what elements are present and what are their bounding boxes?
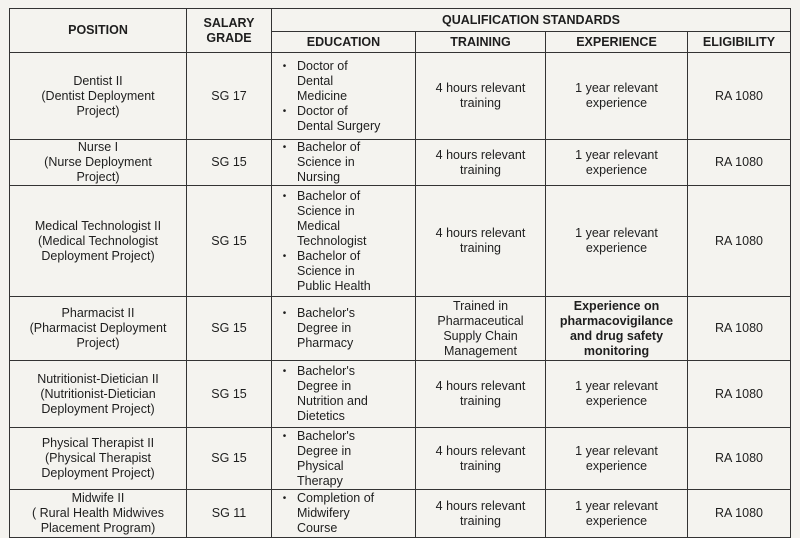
salary-grade-cell: SG 15 xyxy=(187,361,272,428)
education-item-line: Dental xyxy=(297,73,334,88)
education-item-line: Doctor of xyxy=(297,103,348,118)
education-item-line: Doctor of xyxy=(297,58,348,73)
training-cell-line: 4 hours relevant xyxy=(435,147,526,162)
education-item xyxy=(272,140,413,185)
table-row xyxy=(10,490,791,538)
position-cell-line: Placement Program) xyxy=(40,521,156,535)
eligibility-header: ELIGIBILITY xyxy=(688,32,791,53)
education-item-text xyxy=(297,364,413,424)
training-cell-line: 4 hours relevant xyxy=(435,226,526,240)
education-item-text xyxy=(297,249,413,294)
position-cell xyxy=(10,490,187,538)
bullet-icon: • xyxy=(282,493,287,504)
table-body xyxy=(10,53,791,538)
position-cell-line: Pharmacist II xyxy=(61,306,135,320)
position-cell-line: Project) xyxy=(76,103,120,118)
education-cell xyxy=(272,186,416,297)
experience-cell-line: monitoring xyxy=(583,343,650,358)
experience-cell-line: 1 year relevant xyxy=(575,81,658,95)
experience-cell xyxy=(546,361,688,428)
education-item-line: Bachelor of xyxy=(297,188,361,203)
experience-cell-line: pharmacovigilance xyxy=(559,313,674,328)
education-item-line: Science in xyxy=(297,263,355,278)
education-item-text xyxy=(297,429,413,489)
training-cell xyxy=(416,428,546,490)
education-list xyxy=(272,189,413,294)
position-cell-line: Nurse I xyxy=(77,140,119,154)
experience-cell-line: Experience on xyxy=(573,298,660,313)
education-list xyxy=(272,59,413,134)
position-cell-line: Project) xyxy=(76,170,120,184)
position-cell-line: Deployment Project) xyxy=(41,401,155,416)
education-list xyxy=(272,140,413,185)
experience-cell xyxy=(546,53,688,140)
education-item-line: Dental Surgery xyxy=(297,118,381,133)
education-list xyxy=(272,306,413,351)
education-item-line: Medical xyxy=(297,218,341,233)
training-cell-line: Trained in xyxy=(452,298,509,313)
position-cell-line: Physical Therapist II xyxy=(41,436,155,450)
position-cell xyxy=(10,53,187,140)
experience-cell-line: experience xyxy=(585,458,648,473)
education-item xyxy=(272,306,413,351)
experience-cell xyxy=(546,186,688,297)
bullet-icon: • xyxy=(282,308,287,319)
position-cell-line: (Pharmacist Deployment xyxy=(29,321,167,335)
salary-grade-cell: SG 15 xyxy=(187,186,272,297)
position-cell-line: (Dentist Deployment xyxy=(41,88,155,103)
training-cell xyxy=(416,297,546,361)
experience-cell-line: 1 year relevant xyxy=(575,498,658,513)
training-header: TRAINING xyxy=(416,32,546,53)
position-cell-line: Medical Technologist II xyxy=(34,218,162,233)
education-item xyxy=(272,59,413,104)
table-row xyxy=(10,186,791,297)
qualification-standards-table xyxy=(9,8,791,538)
training-cell-line: 4 hours relevant xyxy=(435,379,526,393)
table-row xyxy=(10,297,791,361)
training-cell xyxy=(416,53,546,140)
training-cell xyxy=(416,186,546,297)
experience-cell xyxy=(546,428,688,490)
position-cell xyxy=(10,361,187,428)
education-item-line: Completion of xyxy=(297,491,375,505)
training-cell-line: Management xyxy=(444,343,517,358)
education-item-line: Nursing xyxy=(297,170,341,184)
training-cell-line: training xyxy=(460,96,501,110)
education-item-line: Public Health xyxy=(297,278,371,293)
education-list xyxy=(272,429,413,489)
table-row xyxy=(10,361,791,428)
education-cell xyxy=(272,428,416,490)
position-cell-line: Deployment Project) xyxy=(41,466,155,480)
education-item-text xyxy=(297,189,413,249)
education-item-line: Science in xyxy=(297,203,355,218)
salary-grade-header-line-2: GRADE xyxy=(206,30,252,45)
education-cell xyxy=(272,361,416,428)
position-cell-line: (Physical Therapist xyxy=(44,451,152,465)
education-cell xyxy=(272,297,416,361)
experience-cell-line: experience xyxy=(585,241,648,255)
education-list xyxy=(272,491,413,536)
experience-cell-line: experience xyxy=(585,394,648,408)
education-item-line: Dietetics xyxy=(297,409,345,423)
position-cell-line: Deployment Project) xyxy=(41,248,155,263)
training-cell xyxy=(416,361,546,428)
education-item-line: Bachelor of xyxy=(297,140,361,154)
training-cell-line: 4 hours relevant xyxy=(435,81,526,95)
experience-cell-line: 1 year relevant xyxy=(575,443,658,458)
education-item-line: Midwifery xyxy=(297,506,350,520)
eligibility-cell: RA 1080 xyxy=(688,186,791,297)
eligibility-cell: RA 1080 xyxy=(688,490,791,538)
education-item-line: Pharmacy xyxy=(297,336,354,350)
experience-header: EXPERIENCE xyxy=(546,32,688,53)
position-cell-line: Nutritionist-Dietician II xyxy=(37,371,159,386)
bullet-icon: • xyxy=(282,60,287,72)
bullet-icon: • xyxy=(282,142,287,153)
training-cell xyxy=(416,490,546,538)
position-cell-line: Midwife II xyxy=(71,491,125,505)
education-item-text xyxy=(297,104,413,134)
education-item-text xyxy=(297,491,413,536)
experience-cell-line: experience xyxy=(585,162,648,177)
position-cell-line: Dentist II xyxy=(73,73,123,88)
bullet-icon: • xyxy=(282,190,287,202)
eligibility-cell: RA 1080 xyxy=(688,140,791,186)
education-item-line: Bachelor of xyxy=(297,248,361,263)
education-item-line: Bachelor's xyxy=(297,364,355,378)
training-cell-line: training xyxy=(460,458,501,473)
education-item-line: Bachelor's xyxy=(297,306,355,320)
education-item-line: Degree in xyxy=(297,379,352,393)
bullet-icon: • xyxy=(282,105,287,117)
bullet-icon: • xyxy=(282,366,287,377)
education-item-line: Therapy xyxy=(297,473,343,488)
education-item xyxy=(272,104,413,134)
education-item xyxy=(272,189,413,249)
experience-cell-line: 1 year relevant xyxy=(575,147,658,162)
bullet-icon: • xyxy=(282,250,287,262)
position-cell-line: (Medical Technologist xyxy=(38,233,158,248)
education-item xyxy=(272,491,413,536)
salary-grade-header xyxy=(187,9,272,53)
position-cell-line: ( Rural Health Midwives xyxy=(32,506,164,520)
education-item-line: Medicine xyxy=(297,88,348,103)
position-cell xyxy=(10,297,187,361)
education-cell xyxy=(272,140,416,186)
salary-grade-cell: SG 17 xyxy=(187,53,272,140)
table-row xyxy=(10,140,791,186)
training-cell-line: training xyxy=(460,513,501,528)
training-cell-line: Pharmaceutical xyxy=(437,313,524,328)
education-item-line: Physical xyxy=(297,458,344,473)
experience-cell-line: and drug safety xyxy=(569,328,664,343)
table-row xyxy=(10,428,791,490)
education-item-text xyxy=(297,59,413,104)
education-item xyxy=(272,249,413,294)
training-cell-line: 4 hours relevant xyxy=(435,498,526,513)
position-cell-line: (Nutritionist-Dietician xyxy=(40,386,156,401)
position-cell-line: Project) xyxy=(76,336,120,350)
training-cell-line: training xyxy=(460,394,501,408)
position-header: POSITION xyxy=(10,9,187,53)
education-list xyxy=(272,364,413,424)
salary-grade-cell: SG 11 xyxy=(187,490,272,538)
training-cell xyxy=(416,140,546,186)
eligibility-cell: RA 1080 xyxy=(688,297,791,361)
salary-grade-cell: SG 15 xyxy=(187,428,272,490)
salary-grade-header-line-1: SALARY xyxy=(203,15,255,30)
experience-cell xyxy=(546,297,688,361)
education-cell xyxy=(272,490,416,538)
education-item-line: Degree in xyxy=(297,321,352,335)
qualification-standards-header: QUALIFICATION STANDARDS xyxy=(272,9,791,32)
table-row xyxy=(10,53,791,140)
education-item-line: Nutrition and xyxy=(297,394,368,408)
header-row-1 xyxy=(10,9,791,32)
eligibility-cell: RA 1080 xyxy=(688,53,791,140)
education-item-line: Science in xyxy=(297,155,355,169)
education-item-text xyxy=(297,306,413,351)
education-cell xyxy=(272,53,416,140)
education-item-line: Bachelor's xyxy=(297,428,355,443)
education-item xyxy=(272,364,413,424)
training-cell-line: 4 hours relevant xyxy=(435,443,526,458)
training-cell-line: Supply Chain xyxy=(443,328,518,343)
salary-grade-cell: SG 15 xyxy=(187,297,272,361)
training-cell-line: training xyxy=(460,162,501,177)
education-item-text xyxy=(297,140,413,185)
eligibility-cell: RA 1080 xyxy=(688,361,791,428)
position-cell xyxy=(10,186,187,297)
experience-cell xyxy=(546,490,688,538)
position-cell xyxy=(10,428,187,490)
experience-cell xyxy=(546,140,688,186)
education-item-line: Course xyxy=(297,521,338,535)
position-cell-line: (Nurse Deployment xyxy=(44,155,152,169)
experience-cell-line: experience xyxy=(585,96,648,110)
training-cell-line: training xyxy=(460,241,501,255)
experience-cell-line: 1 year relevant xyxy=(575,379,658,393)
experience-cell-line: experience xyxy=(585,513,648,528)
experience-cell-line: 1 year relevant xyxy=(575,226,658,240)
position-cell xyxy=(10,140,187,186)
education-item xyxy=(272,429,413,489)
education-item-line: Technologist xyxy=(297,233,367,248)
salary-grade-cell: SG 15 xyxy=(187,140,272,186)
bullet-icon: • xyxy=(282,430,287,442)
education-item-line: Degree in xyxy=(297,443,352,458)
eligibility-cell: RA 1080 xyxy=(688,428,791,490)
education-header: EDUCATION xyxy=(272,32,416,53)
